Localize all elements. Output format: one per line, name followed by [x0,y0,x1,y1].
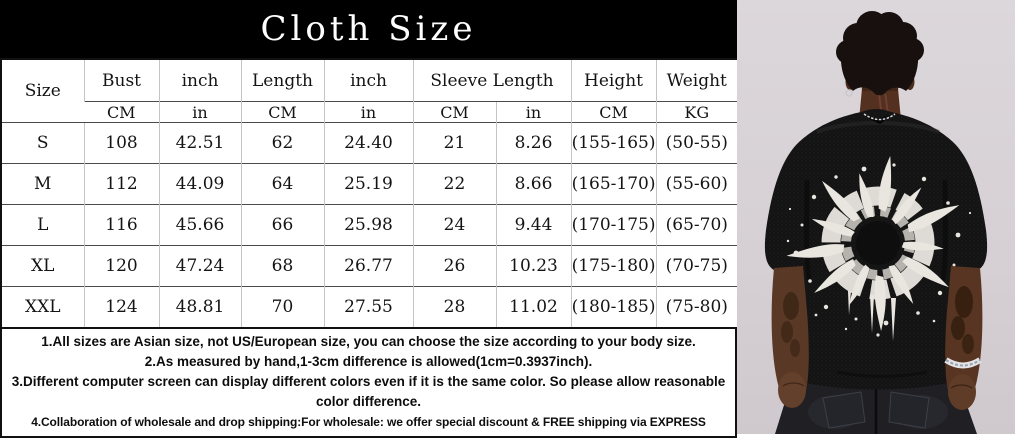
table-cell: 66 [241,205,324,246]
table-cell: 11.02 [496,287,571,329]
table-row [1,164,738,205]
table-cell: 70 [241,287,324,329]
table-cell: 116 [84,205,159,246]
arm-tattoo [962,334,974,354]
table-cell: XXL [1,287,84,329]
unit-length-in: in [324,102,413,123]
table-cell: 62 [241,123,324,164]
unit-sleeve-cm: CM [413,102,496,123]
unit-bust: CM [84,102,159,123]
table-cell: 10.23 [496,246,571,287]
header-bust-inch: inch [159,59,241,102]
table-cell: 120 [84,246,159,287]
header-bust: Bust [84,59,159,102]
table-cell: 64 [241,164,324,205]
table-unit-row [1,102,738,123]
table-cell: 47.24 [159,246,241,287]
table-cell: 42.51 [159,123,241,164]
table-cell: 108 [84,123,159,164]
table-cell: 9.44 [496,205,571,246]
model-photo [737,0,1015,434]
page-title: Cloth Size [260,9,477,49]
arm-tattoo [783,292,799,320]
table-cell: (70-75) [656,246,738,287]
table-cell: 26 [413,246,496,287]
table-cell: 21 [413,123,496,164]
table-cell: (65-70) [656,205,738,246]
table-cell: 27.55 [324,287,413,329]
note-line: 2.As measured by hand,1-3cm difference is allowed(1cm=0.3937inch). [144,354,593,369]
table-cell: (75-80) [656,287,738,329]
note-line: 1.All sizes are Asian size, not US/European size, you can choose the size according to your body size. [41,334,696,349]
arm-tattoo [781,321,793,343]
header-size: Size [1,59,84,123]
table-cell: L [1,205,84,246]
title-bar [0,0,737,58]
table-cell: 25.98 [324,205,413,246]
unit-length: CM [241,102,324,123]
note-line: 3.Different computer screen can display different colors even if it is the same color. So please allow reasonable color difference. [11,374,726,409]
table-row [1,123,738,164]
header-length-inch: inch [324,59,413,102]
unit-weight: KG [656,102,738,123]
table-cell: 68 [241,246,324,287]
table-cell: 22 [413,164,496,205]
unit-height: CM [571,102,656,123]
header-weight: Weight [656,59,738,102]
table-cell: 28 [413,287,496,329]
unit-sleeve-in: in [496,102,571,123]
jeans-pocket [889,392,929,428]
table-cell: XL [1,246,84,287]
table-cell: (170-175) [571,205,656,246]
table-cell: (175-180) [571,246,656,287]
header-height: Height [571,59,656,102]
table-row [1,287,738,329]
table-cell: (55-60) [656,164,738,205]
table-cell: M [1,164,84,205]
table-cell: 26.77 [324,246,413,287]
table-cell: 8.26 [496,123,571,164]
notes [0,329,737,438]
arm-tattoo [951,316,965,340]
table-cell: 24.40 [324,123,413,164]
table-cell: (165-170) [571,164,656,205]
jeans-pocket [823,392,865,428]
model-photo-graphic [737,0,1015,434]
table-row [1,205,738,246]
header-length: Length [241,59,324,102]
table-cell: 25.19 [324,164,413,205]
table-cell: (155-165) [571,123,656,164]
table-cell: 124 [84,287,159,329]
header-sleeve-length: Sleeve Length [413,59,571,102]
table-cell: 112 [84,164,159,205]
table-cell: (50-55) [656,123,738,164]
table-cell: (180-185) [571,287,656,329]
table-cell: 45.66 [159,205,241,246]
table-header-row [1,59,738,102]
table-cell: 48.81 [159,287,241,329]
arm-tattoo [955,286,973,318]
table-cell: 24 [413,205,496,246]
note-line: 4.Collaboration of wholesale and drop shipping:For wholesale: we offer special discount & FREE shipping via EXPRESS [31,415,706,429]
size-table [0,58,739,329]
arm-tattoo [790,339,800,357]
table-cell: 8.66 [496,164,571,205]
unit-bust-in: in [159,102,241,123]
table-cell: 44.09 [159,164,241,205]
table-cell: S [1,123,84,164]
table-row [1,246,738,287]
